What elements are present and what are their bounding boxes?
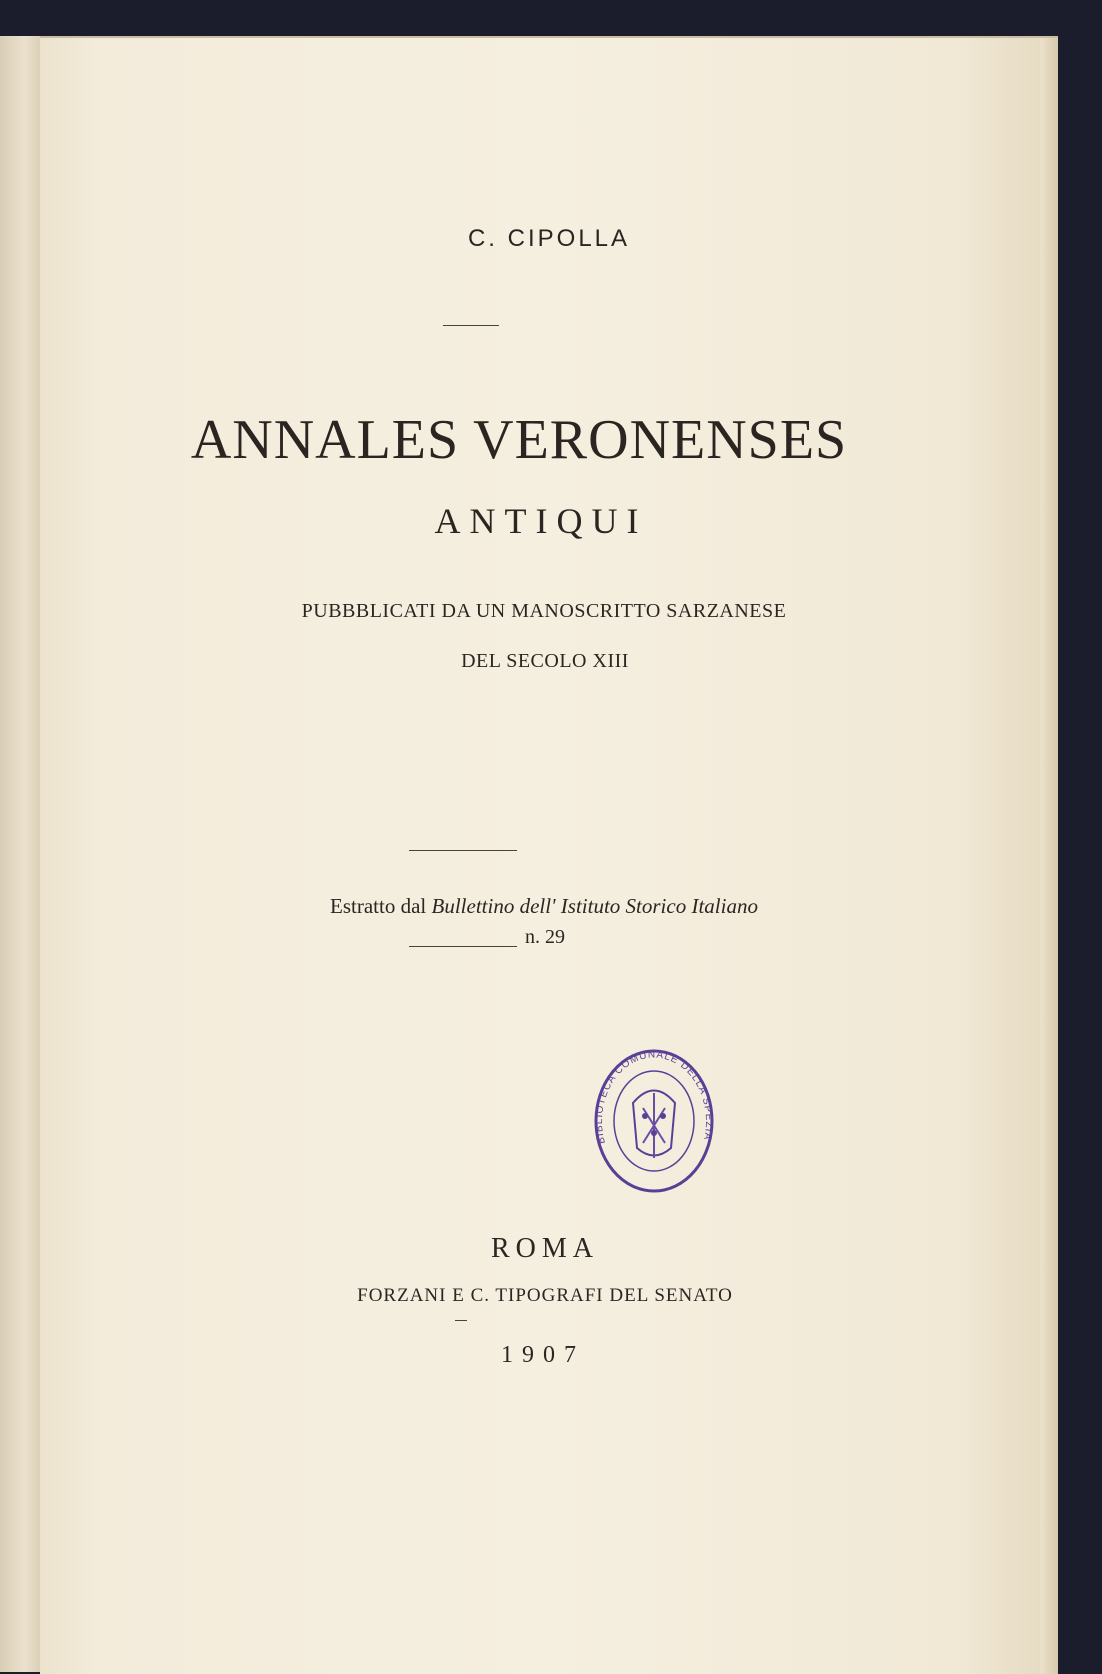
- extract-note: [35, 894, 1053, 919]
- publication-city: ROMA: [490, 1233, 599, 1264]
- left-page-edge: [0, 36, 41, 1672]
- journal-name: Bullettino dell' Istituto Storico Italiano: [431, 894, 758, 918]
- book-subtitle: ANTIQUI: [434, 501, 648, 541]
- extract-divider-bottom: [409, 946, 517, 947]
- description-line-2: DEL SECOLO XIII: [461, 650, 629, 672]
- page-right-edge: [1040, 38, 1058, 1674]
- book-title: ANNALES VERONENSES: [190, 409, 848, 471]
- stamp-text: BIBLIOTECA COMUNALE DELLA SPEZIA: [593, 1049, 715, 1146]
- description-line-1: PUBBBLICATI DA UN MANOSCRITTO SARZANESE: [301, 600, 787, 622]
- author-divider: [443, 325, 499, 326]
- extract-prefix: Estratto dal: [330, 894, 427, 918]
- author-name: C. CIPOLLA: [467, 225, 631, 252]
- title-page: [40, 36, 1058, 1674]
- issue-number: n. 29: [525, 926, 565, 948]
- library-stamp: [593, 1048, 715, 1194]
- printer-name: FORZANI E C. TIPOGRAFI DEL SENATO: [357, 1285, 733, 1306]
- printer-divider: [455, 1320, 467, 1321]
- extract-divider-top: [409, 850, 517, 851]
- publication-year: 1907: [501, 1342, 585, 1368]
